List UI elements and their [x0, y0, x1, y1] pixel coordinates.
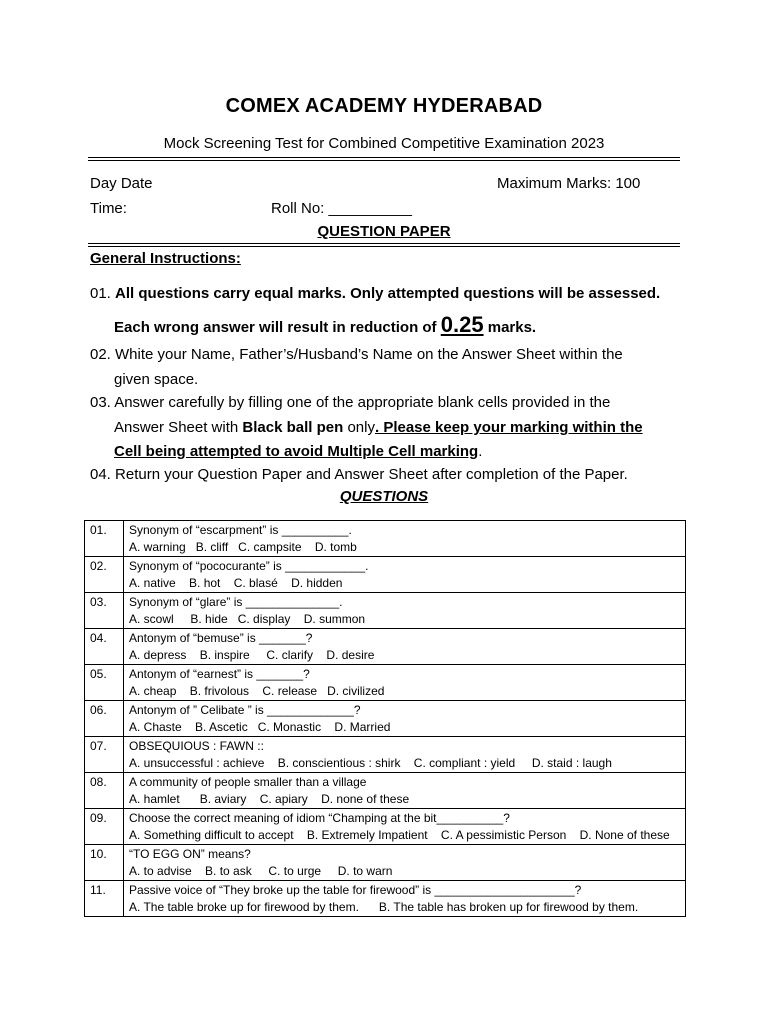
instruction-1-number: 01.	[90, 285, 111, 302]
question-number: 10.	[85, 845, 124, 881]
general-instructions-heading: General Instructions:	[90, 250, 241, 267]
question-number: 03.	[85, 593, 124, 629]
question-number: 04.	[85, 629, 124, 665]
academy-title: COMEX ACADEMY HYDERABAD	[225, 95, 543, 117]
question-number: 01.	[85, 521, 124, 557]
question-text: OBSEQUIOUS : FAWN ::	[129, 739, 264, 753]
question-row	[85, 629, 686, 665]
instruction-3-line-3	[114, 443, 482, 460]
roll-no-label: Roll No: __________	[271, 200, 412, 217]
instruction-3-text-a: Answer Sheet with	[114, 419, 239, 436]
question-number: 07.	[85, 737, 124, 773]
question-row	[85, 881, 686, 917]
question-text: A community of people smaller than a village	[129, 775, 367, 789]
question-row	[85, 845, 686, 881]
question-text: Synonym of “pococurante” is ____________.	[129, 559, 369, 573]
question-options: A. hamlet B. aviary C. apiary D. none of these	[129, 792, 410, 806]
instruction-3-period: .	[478, 443, 483, 460]
question-cell	[124, 629, 686, 665]
question-row	[85, 521, 686, 557]
question-options: A. to advise B. to ask C. to urge D. to warn	[129, 864, 393, 878]
question-text: “TO EGG ON” means?	[129, 847, 251, 861]
instruction-4-line-1: 04. Return your Question Paper and Answer Sheet after completion of the Paper.	[90, 466, 628, 483]
question-cell	[124, 845, 686, 881]
instruction-1-reduction-text: Each wrong answer will result in reduction of	[114, 319, 437, 336]
questions-heading: QUESTIONS	[339, 488, 429, 505]
questions-table	[84, 520, 686, 917]
question-cell	[124, 557, 686, 593]
negative-mark-value: 0.25	[440, 312, 484, 337]
question-text: Passive voice of “They broke up the table for firewood” is _____________________?	[129, 883, 582, 897]
question-row	[85, 737, 686, 773]
question-text: Antonym of “earnest” is _______?	[129, 667, 310, 681]
instruction-1-line-1	[90, 285, 660, 302]
instruction-2-line-1: 02. White your Name, Father’s/Husband’s Name on the Answer Sheet within the	[90, 346, 623, 363]
instruction-1-text: All questions carry equal marks. Only attempted questions will be assessed.	[115, 285, 661, 302]
question-row	[85, 593, 686, 629]
question-options: A. The table broke up for firewood by them. B. The table has broken up for firewood by them.	[129, 900, 639, 914]
question-options: A. Something difficult to accept B. Extremely Impatient C. A pessimistic Person D. None of these	[129, 828, 670, 842]
question-text: Antonym of ” Celibate ” is _____________?	[129, 703, 361, 717]
day-date-label: Day Date	[90, 175, 153, 192]
header-divider-top	[88, 157, 680, 161]
instruction-1-marks-text: marks.	[487, 319, 537, 336]
question-options: A. warning B. cliff C. campsite D. tomb	[129, 540, 357, 554]
question-options: A. cheap B. frivolous C. release D. civilized	[129, 684, 385, 698]
question-text: Choose the correct meaning of idiom “Champing at the bit__________?	[129, 811, 510, 825]
question-options: A. native B. hot C. blasé D. hidden	[129, 576, 343, 590]
question-number: 09.	[85, 809, 124, 845]
question-row	[85, 809, 686, 845]
question-cell	[124, 665, 686, 701]
instruction-1-line-2	[114, 312, 536, 338]
question-options: A. scowl B. hide C. display D. summon	[129, 612, 366, 626]
instruction-3-keep-marking-text: . Please keep your marking within the	[374, 419, 643, 436]
instruction-3-pen-text: Black ball pen	[242, 419, 344, 436]
max-marks-label: Maximum Marks: 100	[497, 175, 641, 192]
question-text: Antonym of “bemuse” is _______?	[129, 631, 313, 645]
instruction-3-line-2	[114, 419, 643, 436]
question-cell	[124, 593, 686, 629]
question-number: 08.	[85, 773, 124, 809]
question-number: 11.	[85, 881, 124, 917]
question-options: A. Chaste B. Ascetic C. Monastic D. Married	[129, 720, 391, 734]
question-number: 06.	[85, 701, 124, 737]
instruction-3-only-text: only	[347, 419, 375, 436]
instruction-2-line-2: given space.	[114, 371, 199, 388]
instruction-3-line-1: 03. Answer carefully by filling one of the appropriate blank cells provided in the	[90, 394, 611, 411]
question-paper-heading: QUESTION PAPER	[317, 223, 451, 240]
question-options: A. depress B. inspire C. clarify D. desire	[129, 648, 375, 662]
exam-subtitle: Mock Screening Test for Combined Competitive Examination 2023	[163, 135, 605, 152]
question-row	[85, 773, 686, 809]
instruction-3-cell-text: Cell being attempted to avoid Multiple Cell marking	[114, 443, 479, 460]
question-cell	[124, 701, 686, 737]
question-cell	[124, 809, 686, 845]
question-cell	[124, 737, 686, 773]
header-divider-bottom	[88, 243, 680, 247]
question-cell	[124, 773, 686, 809]
question-number: 05.	[85, 665, 124, 701]
question-text: Synonym of “glare” is ______________.	[129, 595, 343, 609]
question-row	[85, 557, 686, 593]
question-text: Synonym of “escarpment” is __________.	[129, 523, 352, 537]
time-label: Time:	[90, 200, 127, 217]
question-number: 02.	[85, 557, 124, 593]
question-row	[85, 665, 686, 701]
question-options: A. unsuccessful : achieve B. conscientious : shirk C. compliant : yield D. staid : laugh	[129, 756, 612, 770]
question-cell	[124, 881, 686, 917]
question-cell	[124, 521, 686, 557]
question-row	[85, 701, 686, 737]
